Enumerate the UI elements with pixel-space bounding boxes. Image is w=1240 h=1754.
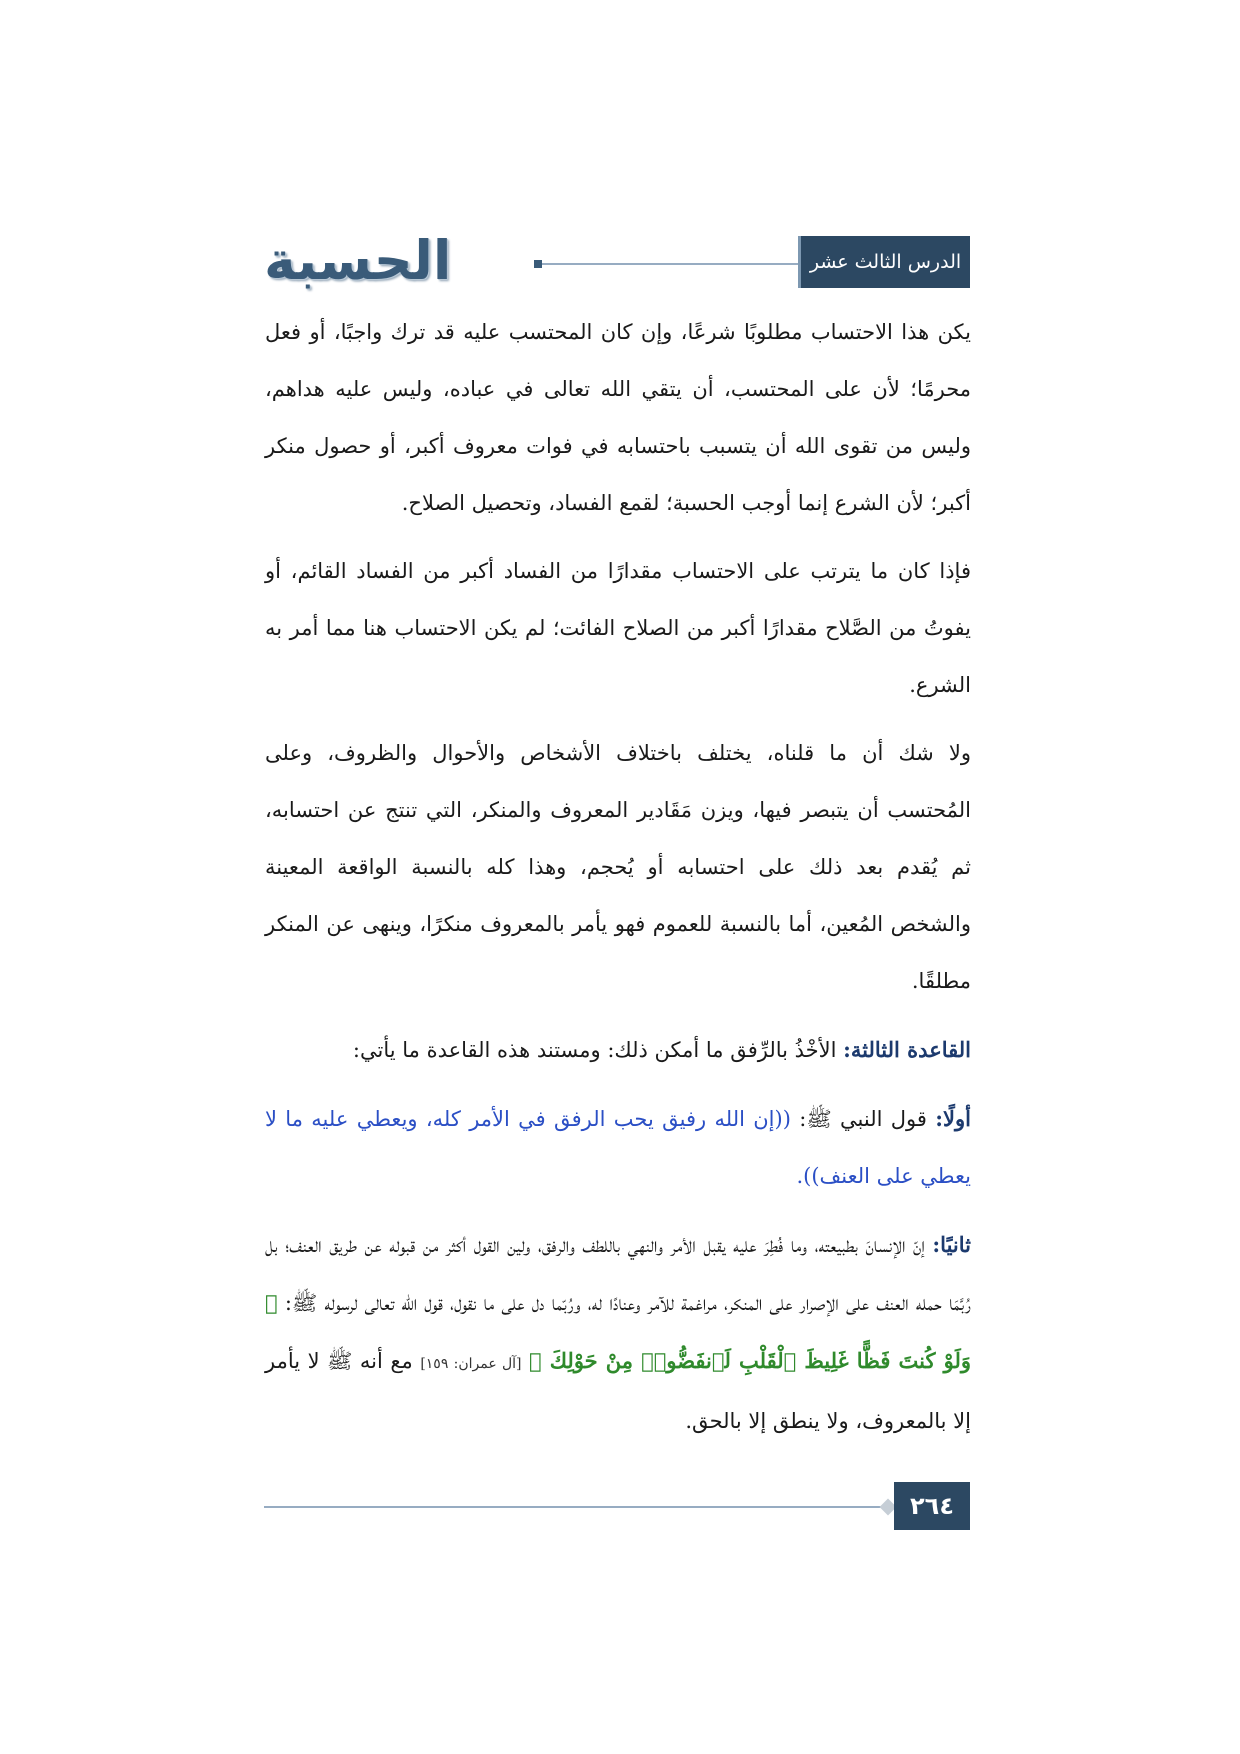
rule-three [265,1021,971,1079]
second-point-label: ثانيًا: [932,1232,971,1257]
page-number: ٢٦٤ [894,1482,970,1530]
first-point [265,1090,971,1205]
page-footer [264,1482,970,1530]
rule-three-text: الأخْذُ بالرِّفق ما أمكن ذلك: ومستند هذه القاعدة ما يأتي: [352,1038,837,1062]
page-body [265,304,971,1461]
first-point-text: قول النبي ﷺ: [799,1107,927,1131]
page-header [264,229,970,292]
hadith-quote: ((إن الله رفيق يحب الرفق في الأمر كله، ويعطي عليه ما لا يعطي على العنف)). [265,1107,971,1188]
footer-divider [264,1506,884,1508]
second-point-text: إنّ الإنسانَ بطبيعته، وما فُطِرَ عليه يقبل الأمر والنهي باللطف والرفق، ولين القول أكثر من قبوله عن طريق العنف؛ بل رُبَّمَا حمله العنف على الإصرار على المنكر، مراغمة للآمر وعنادًا له، ورُبّما دل على ما نقول، قول الله تعالى لرسوله ﷺ: [265,1233,971,1315]
first-point-label: أولًا: [935,1106,971,1131]
second-point-end: مع أنه ﷺ لا يأمر إلا بالمعروف، ولا ينطق إلا بالحق. [265,1349,971,1433]
paragraph-3: ولا شك أن ما قلناه، يختلف باختلاف الأشخاص والأحوال والظروف، وعلى المُحتسب أن يتبصر فيها، ويزن مَقَادير المعروف والمنكر، التي تنتج عن احتسابه، ثم يُقدم بعد ذلك على احتسابه أو يُحجم، وهذا كله بالنسبة الواقعة المعينة والشخص المُعين، أما بالنسبة للعموم فهو يأمر بالمعروف منكرًا، وينهى عن المنكر مطلقًا. [265,741,971,993]
second-point [265,1216,971,1450]
quran-verse: ﴿ وَلَوْ كُنتَ فَظًّا غَلِيظَ ٱلْقَلْبِ لَٱنفَضُّوا۟ مِنْ حَوْلِكَ ﴾ [265,1290,971,1373]
book-title: الحسبة [264,229,452,292]
lesson-label: الدرس الثالث عشر [798,236,970,288]
header-divider [542,263,798,265]
paragraph-2: فإذا كان ما يترتب على الاحتساب مقدارًا من الفساد أكبر من الفساد القائم، أو يفوتُ من الصَّلاح مقدارًا أكبر من الصلاح الفائت؛ لم يكن الاحتساب هنا مما أمر به الشرع. [265,559,971,697]
rule-three-label: القاعدة الثالثة: [843,1037,971,1062]
verse-reference: [آل عمران: ١٥٩] [420,1356,522,1372]
paragraph-1: يكن هذا الاحتساب مطلوبًا شرعًا، وإن كان المحتسب عليه قد ترك واجبًا، أو فعل محرمًا؛ لأن على المحتسب، أن يتقي الله تعالى في عباده، وليس عليه هداهم، وليس من تقوى الله أن يتسبب باحتسابه في فوات معروف أكبر، أو حصول منكر أكبر؛ لأن الشرع إنما أوجب الحسبة؛ لقمع الفساد، وتحصيل الصلاح. [265,320,971,515]
